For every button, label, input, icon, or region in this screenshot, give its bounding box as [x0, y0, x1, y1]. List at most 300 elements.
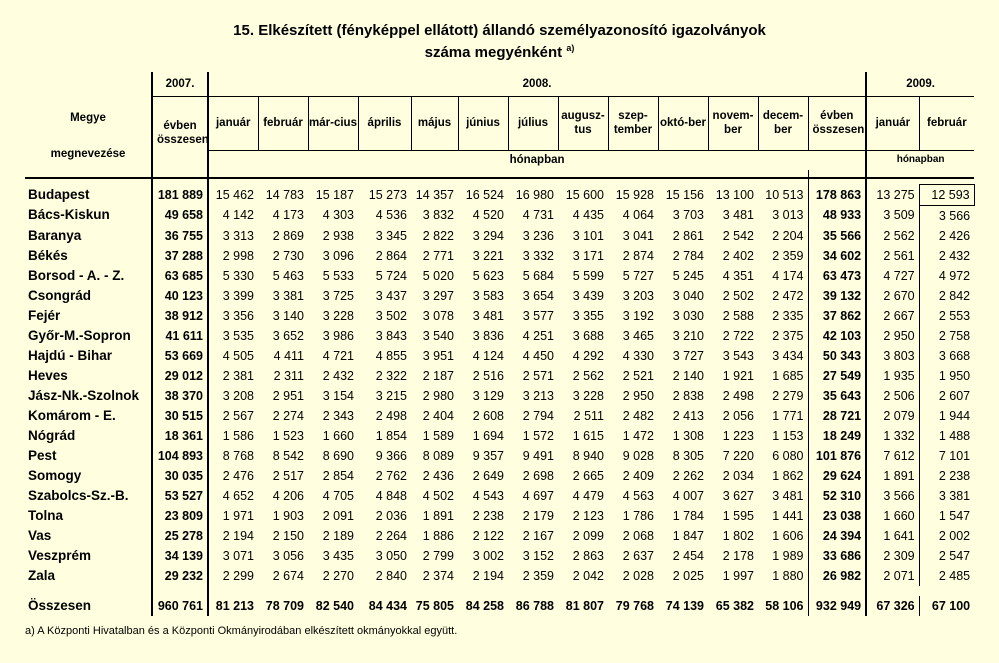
- value-cell: 5 463: [272, 268, 304, 283]
- value-cell: 2 864: [375, 248, 407, 263]
- value-cell: 2 542: [722, 228, 754, 243]
- value-cell: 2 784: [672, 248, 704, 263]
- table-row: [25, 326, 974, 346]
- value-cell: 1 589: [422, 428, 454, 443]
- value-cell: 2 404: [422, 408, 454, 423]
- year-2008-header: 2008.: [208, 72, 866, 96]
- value-cell: 8 305: [672, 448, 704, 463]
- county-name: Budapest: [25, 184, 152, 205]
- value-cell: 4 251: [522, 328, 554, 343]
- value-cell: 12 593: [919, 184, 974, 205]
- value-cell: 3 577: [522, 308, 554, 323]
- value-cell: 28 721: [808, 406, 866, 426]
- value-cell: 3 434: [772, 348, 804, 363]
- value-cell: 1 641: [866, 526, 919, 546]
- county-name: Zala: [25, 566, 152, 586]
- value-cell: 2 553: [919, 306, 974, 326]
- value-cell: 2 588: [722, 308, 754, 323]
- value-cell: 82 540: [315, 598, 354, 613]
- value-cell: 2 472: [772, 288, 804, 303]
- value-cell: 2 840: [375, 568, 407, 583]
- value-cell: 2 322: [375, 368, 407, 383]
- value-cell: 1 880: [772, 568, 804, 583]
- value-cell: 2 140: [672, 368, 704, 383]
- value-cell: 8 542: [272, 448, 304, 463]
- county-name: Nógrád: [25, 426, 152, 446]
- county-name: Somogy: [25, 466, 152, 486]
- value-cell: 3 836: [472, 328, 504, 343]
- value-cell: 2 730: [272, 248, 304, 263]
- value-cell: 1 488: [919, 426, 974, 446]
- value-cell: 2 698: [522, 468, 554, 483]
- county-name: Csongrád: [25, 286, 152, 306]
- value-cell: 2 562: [572, 368, 604, 383]
- value-cell: 2 359: [522, 568, 554, 583]
- value-cell: 9 357: [472, 448, 504, 463]
- value-cell: 2 670: [866, 286, 919, 306]
- value-cell: 2 506: [866, 386, 919, 406]
- value-cell: 2 562: [866, 226, 919, 246]
- table-row: [25, 486, 974, 506]
- value-cell: 2 279: [772, 388, 804, 403]
- value-cell: 2 762: [375, 468, 407, 483]
- value-cell: 2 311: [273, 368, 304, 383]
- month-2008-header: augusz-tus: [558, 96, 608, 150]
- value-cell: 14 783: [265, 187, 304, 202]
- value-cell: 84 258: [465, 598, 504, 613]
- value-cell: 34 602: [808, 246, 866, 266]
- value-cell: 3 041: [622, 228, 654, 243]
- value-cell: 2 238: [919, 466, 974, 486]
- value-cell: 181 889: [152, 184, 208, 205]
- value-cell: 2 335: [772, 308, 804, 323]
- county-name: Veszprém: [25, 546, 152, 566]
- value-cell: 1 472: [622, 428, 654, 443]
- value-cell: 1 685: [772, 368, 804, 383]
- value-cell: 2 179: [522, 508, 554, 523]
- value-cell: 53 527: [152, 486, 208, 506]
- month-2008-header: már-cius: [308, 96, 358, 150]
- value-cell: 23 809: [152, 506, 208, 526]
- value-cell: 4 411: [273, 348, 304, 363]
- value-cell: 2 036: [375, 508, 407, 523]
- value-cell: 3 832: [422, 208, 454, 223]
- value-cell: 4 727: [866, 266, 919, 286]
- value-cell: 15 187: [315, 187, 354, 202]
- value-cell: 4 174: [772, 268, 804, 283]
- value-cell: 40 123: [152, 286, 208, 306]
- footnote-marker: a): [566, 43, 575, 53]
- table-row: [25, 526, 974, 546]
- value-cell: 3 356: [222, 308, 254, 323]
- value-cell: 3 986: [322, 328, 354, 343]
- value-cell: 3 627: [722, 488, 754, 503]
- value-cell: 3 171: [572, 248, 604, 263]
- value-cell: 2 476: [222, 468, 254, 483]
- value-cell: 2 771: [422, 248, 454, 263]
- county-name: Vas: [25, 526, 152, 546]
- table-header: [25, 72, 974, 178]
- value-cell: 2 482: [622, 408, 654, 423]
- county-name: Heves: [25, 366, 152, 386]
- value-cell: 2 056: [722, 408, 754, 423]
- value-cell: 16 524: [465, 187, 504, 202]
- value-cell: 3 129: [472, 388, 504, 403]
- value-cell: 5 245: [672, 268, 704, 283]
- value-cell: 3 056: [272, 548, 304, 563]
- value-cell: 2 150: [272, 528, 304, 543]
- value-cell: 3 399: [222, 288, 254, 303]
- value-cell: 1 935: [866, 366, 919, 386]
- value-cell: 3 236: [522, 228, 554, 243]
- value-cell: 3 332: [522, 248, 554, 263]
- county-name: Komárom - E.: [25, 406, 152, 426]
- value-cell: 2 375: [772, 328, 804, 343]
- value-cell: 30 035: [152, 466, 208, 486]
- value-cell: 4 330: [622, 348, 654, 363]
- value-cell: 3 481: [472, 308, 504, 323]
- total-row: [25, 596, 974, 616]
- value-cell: 2 194: [222, 528, 254, 543]
- value-cell: 1 771: [772, 408, 804, 423]
- table-row: [25, 366, 974, 386]
- value-cell: 3 297: [422, 288, 454, 303]
- value-cell: 5 727: [622, 268, 654, 283]
- value-cell: 5 020: [422, 268, 454, 283]
- month-2009-header: február: [919, 96, 974, 150]
- table-row: [25, 184, 974, 205]
- value-cell: 2 938: [322, 228, 354, 243]
- value-cell: 4 855: [375, 348, 407, 363]
- value-cell: 3 540: [422, 328, 454, 343]
- value-cell: 52 310: [808, 486, 866, 506]
- month-2008-header: decem-ber: [758, 96, 808, 150]
- value-cell: 104 893: [152, 446, 208, 466]
- value-cell: 1 971: [222, 508, 254, 523]
- value-cell: 2 861: [672, 228, 704, 243]
- value-cell: 1 660: [866, 506, 919, 526]
- value-cell: 8 940: [572, 448, 604, 463]
- value-cell: 3 154: [322, 388, 354, 403]
- value-cell: 1 572: [522, 428, 554, 443]
- value-cell: 35 643: [808, 386, 866, 406]
- value-cell: 3 803: [866, 346, 919, 366]
- table-row: [25, 426, 974, 446]
- month-2008-header: május: [411, 96, 458, 150]
- value-cell: 74 139: [665, 598, 704, 613]
- county-name: Borsod - A. - Z.: [25, 266, 152, 286]
- value-cell: 1 586: [222, 428, 254, 443]
- value-cell: 84 434: [368, 598, 407, 613]
- value-cell: 4 142: [222, 208, 254, 223]
- county-name: Jász-Nk.-Szolnok: [25, 386, 152, 406]
- value-cell: 4 520: [472, 208, 504, 223]
- value-cell: 4 292: [572, 348, 604, 363]
- value-cell: 78 709: [265, 598, 304, 613]
- county-name: Tolna: [25, 506, 152, 526]
- table-row: [25, 506, 974, 526]
- value-cell: 13 275: [866, 184, 919, 205]
- county-name: Hajdú - Bihar: [25, 346, 152, 366]
- county-name: Fejér: [25, 306, 152, 326]
- value-cell: 3 703: [672, 208, 704, 223]
- value-cell: 48 933: [808, 205, 866, 226]
- value-cell: 3 381: [272, 288, 304, 303]
- title-line-2-text: száma megyénként: [424, 44, 563, 61]
- value-cell: 3 951: [422, 348, 454, 363]
- value-cell: 2 436: [422, 468, 454, 483]
- table-row: [25, 406, 974, 426]
- value-cell: 2 521: [622, 368, 654, 383]
- value-cell: 4 303: [322, 208, 354, 223]
- value-cell: 4 124: [472, 348, 504, 363]
- value-cell: 2 274: [272, 408, 304, 423]
- value-cell: 1 862: [772, 468, 804, 483]
- value-cell: 3 213: [522, 388, 554, 403]
- value-cell: 3 208: [222, 388, 254, 403]
- value-cell: 2 028: [622, 568, 654, 583]
- value-cell: 3 481: [772, 488, 804, 503]
- value-cell: 2 547: [919, 546, 974, 566]
- value-cell: 1 784: [672, 508, 704, 523]
- value-cell: 2 402: [722, 248, 754, 263]
- value-cell: 2 374: [422, 568, 454, 583]
- value-cell: 2 667: [866, 306, 919, 326]
- megye-label: Megye: [70, 112, 106, 124]
- month-2009-header: január: [866, 96, 919, 150]
- value-cell: 1 523: [272, 428, 304, 443]
- value-cell: 23 038: [808, 506, 866, 526]
- title-line-1: 15. Elkészített (fényképpel ellátott) állandó személyazonosító igazolványok: [233, 22, 766, 39]
- value-cell: 2 204: [772, 228, 804, 243]
- county-name: Szabolcs-Sz.-B.: [25, 486, 152, 506]
- value-cell: 3 437: [375, 288, 407, 303]
- month-2008-header: június: [458, 96, 508, 150]
- value-cell: 2 454: [672, 548, 704, 563]
- value-cell: 932 949: [808, 596, 866, 616]
- value-cell: 3 843: [375, 328, 407, 343]
- value-cell: 3 688: [572, 328, 604, 343]
- value-cell: 3 040: [672, 288, 704, 303]
- data-table: [25, 72, 975, 616]
- value-cell: 2 091: [322, 508, 354, 523]
- table-row: [25, 226, 974, 246]
- value-cell: 63 685: [152, 266, 208, 286]
- value-cell: 4 721: [322, 348, 354, 363]
- value-cell: 1 308: [672, 428, 704, 443]
- value-cell: 4 731: [522, 208, 554, 223]
- table-row: [25, 286, 974, 306]
- value-cell: 2 998: [222, 248, 254, 263]
- value-cell: 2 799: [422, 548, 454, 563]
- value-cell: 2 238: [472, 508, 504, 523]
- value-cell: 3 221: [472, 248, 504, 263]
- value-cell: 3 583: [472, 288, 504, 303]
- month-2008-header: július: [508, 96, 558, 150]
- county-name: Győr-M.-Sopron: [25, 326, 152, 346]
- table-row: [25, 546, 974, 566]
- value-cell: 1 153: [772, 428, 804, 443]
- value-cell: 7 101: [919, 446, 974, 466]
- value-cell: 2 187: [422, 368, 454, 383]
- value-cell: 3 101: [572, 228, 604, 243]
- value-cell: 5 684: [522, 268, 554, 283]
- value-cell: 6 080: [772, 448, 804, 463]
- value-cell: 67 326: [866, 596, 919, 616]
- value-cell: 9 366: [375, 448, 407, 463]
- value-cell: 4 705: [322, 488, 354, 503]
- value-cell: 2 980: [422, 388, 454, 403]
- value-cell: 2 665: [572, 468, 604, 483]
- value-cell: 1 223: [722, 428, 754, 443]
- value-cell: 3 481: [722, 208, 754, 223]
- value-cell: 3 313: [222, 228, 254, 243]
- month-2008-header: szep-tember: [608, 96, 658, 150]
- value-cell: 1 997: [722, 568, 754, 583]
- value-cell: 75 805: [415, 598, 454, 613]
- value-cell: 1 886: [422, 528, 454, 543]
- value-cell: 3 030: [672, 308, 704, 323]
- value-cell: 2 838: [672, 388, 704, 403]
- value-cell: 65 382: [715, 598, 754, 613]
- value-cell: 4 064: [622, 208, 654, 223]
- value-cell: 2 189: [322, 528, 354, 543]
- value-cell: 1 694: [472, 428, 504, 443]
- value-cell: 2 432: [322, 368, 354, 383]
- value-cell: 5 533: [322, 268, 354, 283]
- value-cell: 1 441: [772, 508, 804, 523]
- value-cell: 2 758: [919, 326, 974, 346]
- value-cell: 2 426: [919, 226, 974, 246]
- value-cell: 2 950: [622, 388, 654, 403]
- evben-osszesen-2007-header: évben összesen: [152, 96, 208, 170]
- value-cell: 25 278: [152, 526, 208, 546]
- title-line-2: [0, 42, 999, 64]
- value-cell: 3 668: [919, 346, 974, 366]
- value-cell: 2 722: [722, 328, 754, 343]
- value-cell: 2 071: [866, 566, 919, 586]
- value-cell: 26 982: [808, 566, 866, 586]
- year-2007-header: 2007.: [152, 72, 208, 96]
- value-cell: 3 345: [375, 228, 407, 243]
- value-cell: 9 491: [522, 448, 554, 463]
- value-cell: 1 786: [622, 508, 654, 523]
- value-cell: 3 435: [322, 548, 354, 563]
- value-cell: 39 132: [808, 286, 866, 306]
- value-cell: 38 912: [152, 306, 208, 326]
- value-cell: 30 515: [152, 406, 208, 426]
- value-cell: 67 100: [919, 596, 974, 616]
- value-cell: 2 264: [375, 528, 407, 543]
- table-row: [25, 346, 974, 366]
- value-cell: 3 002: [472, 548, 504, 563]
- honapban-2008-label: hónapban: [208, 150, 866, 170]
- value-cell: 2 381: [222, 368, 254, 383]
- value-cell: 4 563: [622, 488, 654, 503]
- value-cell: 9 028: [622, 448, 654, 463]
- value-cell: 3 096: [322, 248, 354, 263]
- value-cell: 3 228: [572, 388, 604, 403]
- value-cell: 2 637: [622, 548, 654, 563]
- value-cell: 29 232: [152, 566, 208, 586]
- value-cell: 86 788: [515, 598, 554, 613]
- value-cell: 3 654: [522, 288, 554, 303]
- value-cell: 1 950: [919, 366, 974, 386]
- value-cell: 36 755: [152, 226, 208, 246]
- table-title: [0, 20, 999, 64]
- value-cell: 41 611: [152, 326, 208, 346]
- county-name: Baranya: [25, 226, 152, 246]
- value-cell: 1 332: [866, 426, 919, 446]
- value-cell: 101 876: [808, 446, 866, 466]
- value-cell: 2 822: [422, 228, 454, 243]
- value-cell: 2 607: [919, 386, 974, 406]
- value-cell: 8 089: [422, 448, 454, 463]
- value-cell: 2 042: [572, 568, 604, 583]
- value-cell: 50 343: [808, 346, 866, 366]
- value-cell: 79 768: [615, 598, 654, 613]
- value-cell: 1 802: [722, 528, 754, 543]
- value-cell: 2 485: [919, 566, 974, 586]
- value-cell: 29 012: [152, 366, 208, 386]
- value-cell: 33 686: [808, 546, 866, 566]
- value-cell: 4 502: [422, 488, 454, 503]
- value-cell: 3 215: [375, 388, 407, 403]
- value-cell: 4 543: [472, 488, 504, 503]
- value-cell: 3 535: [222, 328, 254, 343]
- value-cell: 4 536: [375, 208, 407, 223]
- footnote: a) A Központi Hivatalban és a Központi Okmányirodában elkészített okmányokkal együtt.: [25, 625, 458, 637]
- value-cell: 7 612: [866, 446, 919, 466]
- value-cell: 18 361: [152, 426, 208, 446]
- value-cell: 3 078: [422, 308, 454, 323]
- month-2008-header: január: [215, 117, 251, 129]
- value-cell: 2 034: [722, 468, 754, 483]
- value-cell: 38 370: [152, 386, 208, 406]
- value-cell: 2 025: [672, 568, 704, 583]
- value-cell: 13 100: [715, 187, 754, 202]
- value-cell: 4 173: [272, 208, 304, 223]
- county-name: Összesen: [25, 596, 152, 616]
- value-cell: 37 862: [808, 306, 866, 326]
- value-cell: 2 432: [919, 246, 974, 266]
- value-cell: 1 847: [672, 528, 704, 543]
- value-cell: 4 505: [222, 348, 254, 363]
- county-name: Békés: [25, 246, 152, 266]
- value-cell: 58 106: [765, 598, 804, 613]
- value-cell: 3 050: [375, 548, 407, 563]
- value-cell: 3 294: [472, 228, 504, 243]
- value-cell: 2 951: [272, 388, 304, 403]
- table-row: [25, 266, 974, 286]
- value-cell: 2 498: [722, 388, 754, 403]
- value-cell: 3 566: [866, 486, 919, 506]
- value-cell: 8 690: [322, 448, 354, 463]
- value-cell: 4 848: [375, 488, 407, 503]
- year-2009-header: 2009.: [866, 72, 974, 96]
- value-cell: 178 863: [808, 184, 866, 205]
- value-cell: 2 262: [672, 468, 704, 483]
- value-cell: 4 206: [272, 488, 304, 503]
- value-cell: 4 450: [522, 348, 554, 363]
- value-cell: 8 768: [222, 448, 254, 463]
- value-cell: 2 413: [672, 408, 704, 423]
- value-cell: 1 921: [722, 368, 754, 383]
- value-cell: 960 761: [152, 596, 208, 616]
- value-cell: 3 228: [322, 308, 354, 323]
- value-cell: 2 950: [866, 326, 919, 346]
- value-cell: 1 944: [919, 406, 974, 426]
